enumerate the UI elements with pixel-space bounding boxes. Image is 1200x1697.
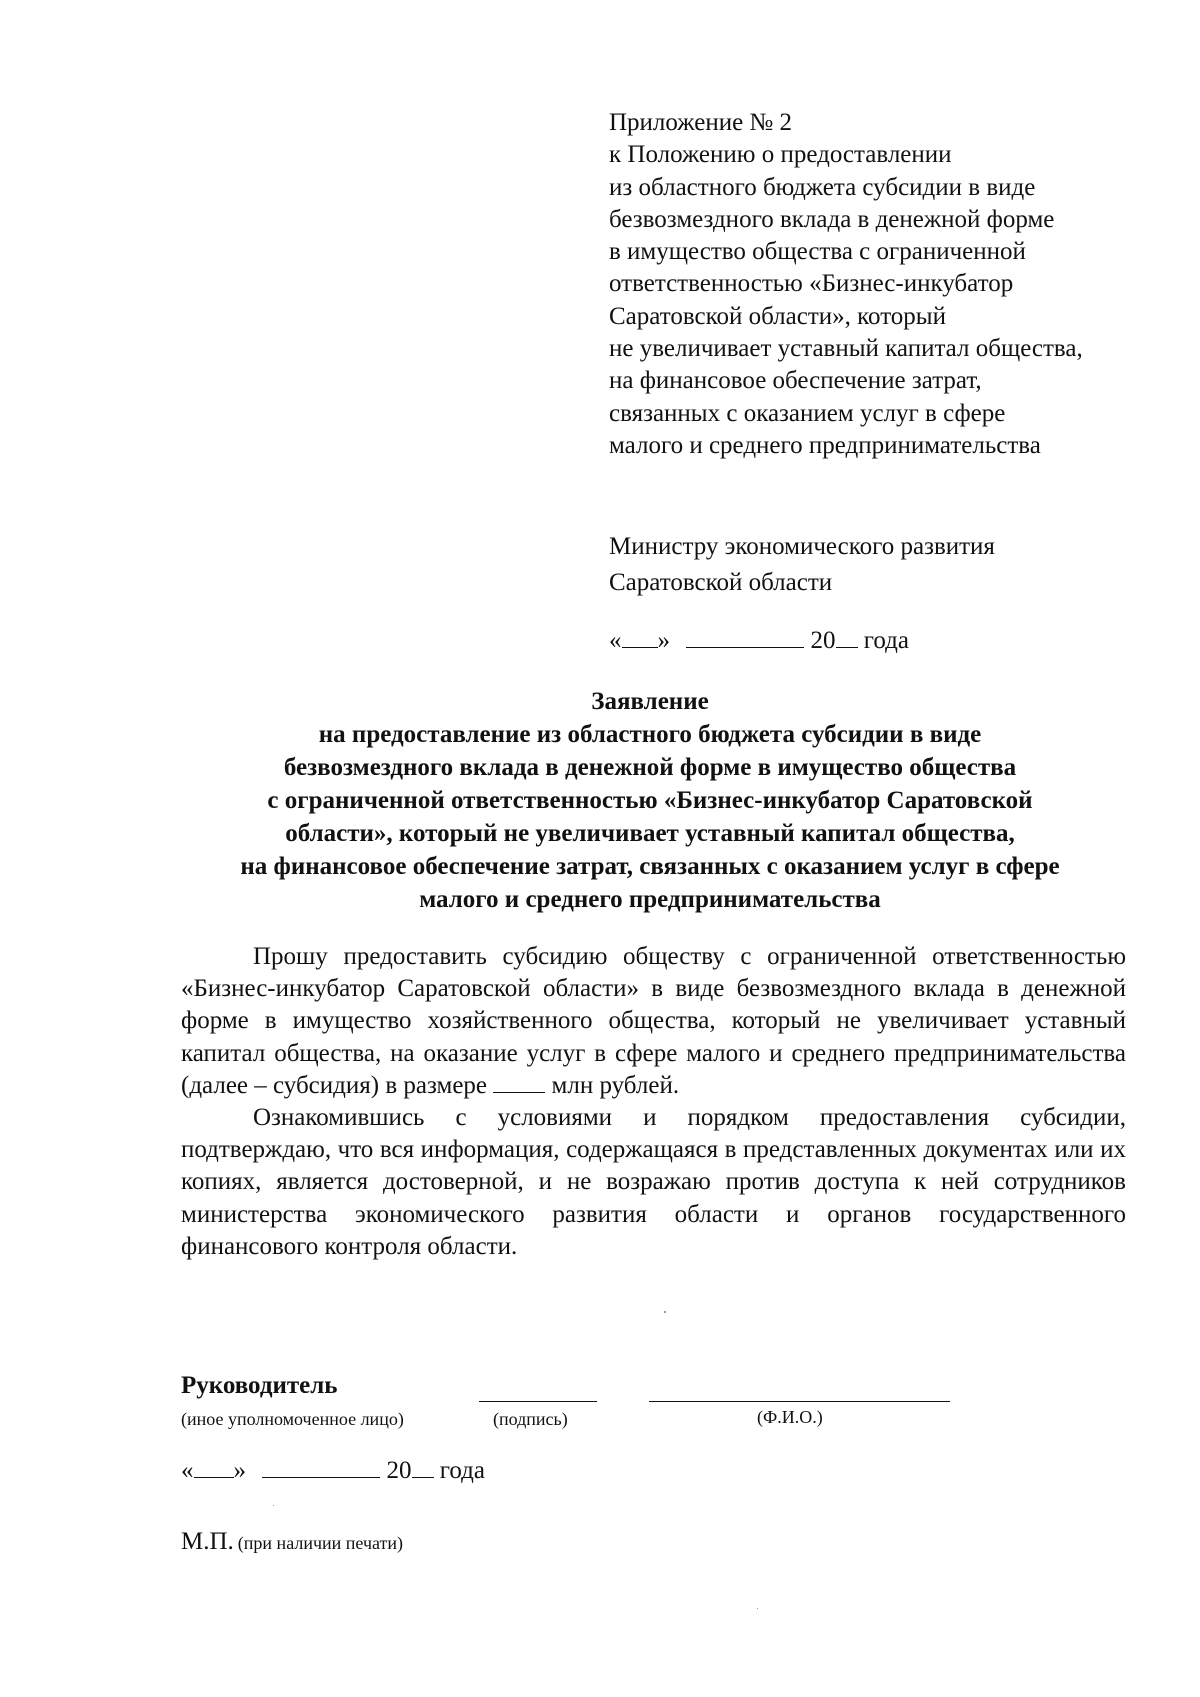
year-suffix: года <box>439 1457 485 1484</box>
body-paragraph-2: Ознакомившись с условиями и порядком предоставления субсидии, подтверждаю, что вся информация, содержащаяся в представленных документах или их копиях, является достоверной, и не возражаю против доступа к ней сотрудников министерства экономического развития области и органов государственного финансового контроля области. <box>181 1104 1126 1260</box>
quote-close: » <box>657 627 670 654</box>
appendix-line: в имущество общества с ограниченной <box>609 238 1026 266</box>
head-caption: (иное уполномоченное лицо) <box>181 1409 404 1429</box>
appendix-line: связанных с оказанием услуг в сфере <box>609 399 1006 427</box>
day-blank[interactable] <box>622 625 658 648</box>
quote-close: » <box>233 1457 246 1484</box>
amount-blank[interactable] <box>493 1070 545 1093</box>
title-line: малого и среднего предпринимательства <box>419 886 881 913</box>
year-prefix: 20 <box>810 627 836 654</box>
document-title <box>140 685 1160 916</box>
title-line: Заявление <box>591 688 709 715</box>
year-blank[interactable] <box>412 1455 434 1478</box>
appendix-header <box>609 107 1129 462</box>
sign-caption: (подпись) <box>493 1409 568 1429</box>
full-name-line[interactable] <box>649 1401 950 1402</box>
appendix-line: безвозмездного вклада в денежной форме <box>609 205 1055 233</box>
scan-speck <box>273 1505 274 1506</box>
paragraph-text: Прошу предоставить субсидию обществу с ограниченной ответственностью «Бизнес-инкубатор Саратовской области» в виде безвозмездного вклада в денежной форме в имущество хозяйственного общества, который не увеличивает уставный капитал общества, на оказание услуг в сфере малого и среднего предпринимательства (далее – субсидия) в размере <box>181 943 1126 1099</box>
appendix-line: не увеличивает уставный капитал общества, <box>609 335 1083 363</box>
title-line: на финансовое обеспечение затрат, связанных с оказанием услуг в сфере <box>240 853 1060 880</box>
signature-line[interactable] <box>479 1401 597 1402</box>
title-line: на предоставление из областного бюджета субсидии в виде <box>318 721 982 748</box>
year-suffix: года <box>863 627 909 654</box>
addressee-line: Министру экономического развития <box>609 533 995 560</box>
appendix-line: из областного бюджета субсидии в виде <box>609 173 1036 201</box>
scan-speck <box>664 1311 666 1313</box>
title-line: области», который не увеличивает уставный капитал общества, <box>285 820 1015 847</box>
quote-open: « <box>181 1457 194 1484</box>
month-blank[interactable] <box>686 625 804 648</box>
month-blank[interactable] <box>262 1455 380 1478</box>
quote-open: « <box>609 627 622 654</box>
addressee <box>609 529 1129 601</box>
appendix-line: к Положению о предоставлении <box>609 141 952 169</box>
stamp-place <box>181 1528 403 1556</box>
addressee-line: Саратовской области <box>609 569 833 596</box>
appendix-line: малого и среднего предпринимательства <box>609 431 1041 459</box>
name-caption: (Ф.И.О.) <box>757 1407 823 1427</box>
appendix-line: ответственностью «Бизнес-инкубатор <box>609 270 1014 298</box>
signature-head: Руководитель <box>181 1372 338 1399</box>
title-line: с ограниченной ответственностью «Бизнес-инкубатор Саратовской <box>267 787 1033 814</box>
top-date-field <box>609 625 909 657</box>
appendix-line: Приложение № 2 <box>609 109 793 136</box>
appendix-line: Саратовской области», который <box>609 302 946 330</box>
title-line: безвозмездного вклада в денежной форме в имущество общества <box>283 754 1017 781</box>
paragraph-tail: млн рублей. <box>551 1071 680 1099</box>
scan-speck <box>757 1608 758 1609</box>
body-paragraph-1 <box>181 941 1126 1102</box>
appendix-line: на финансовое обеспечение затрат, <box>609 367 982 395</box>
document-body <box>181 941 1126 1263</box>
bottom-date-field <box>181 1455 485 1485</box>
day-blank[interactable] <box>194 1455 234 1478</box>
stamp-label: М.П. <box>181 1528 234 1555</box>
year-prefix: 20 <box>386 1457 412 1484</box>
year-blank[interactable] <box>836 625 858 648</box>
stamp-note: (при наличии печати) <box>237 1533 404 1553</box>
